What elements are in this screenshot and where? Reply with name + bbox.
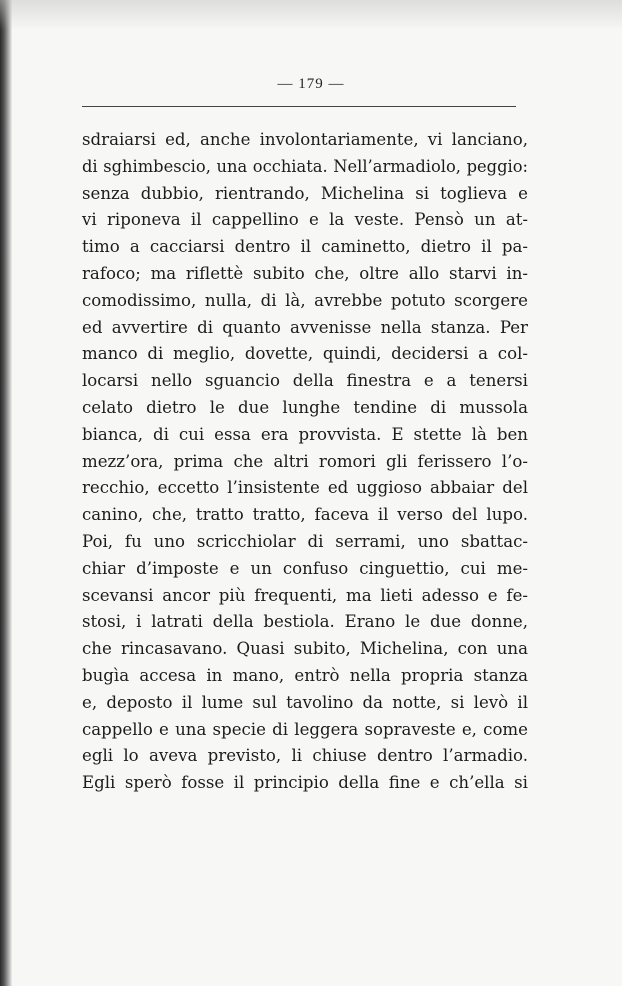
text-line: senza dubbio, rientrando, Michelina si toglieva e bbox=[82, 183, 528, 203]
text-line: egli lo aveva previsto, li chiuse dentro l’armadio. bbox=[82, 746, 528, 766]
text-line: mezz’ora, prima che altri romori gli ferissero l’o- bbox=[82, 451, 528, 471]
text-line: scevansi ancor più frequenti, ma lieti adesso e fe- bbox=[82, 585, 528, 605]
page-top-shade bbox=[0, 0, 622, 30]
body-text bbox=[82, 127, 528, 797]
text-line: celato dietro le due lunghe tendine di mussola bbox=[82, 397, 528, 417]
text-line: rafoco; ma riflettè subito che, oltre allo starvi in- bbox=[82, 263, 528, 283]
page-spine-shadow bbox=[0, 0, 12, 986]
text-line: e, deposto il lume sul tavolino da notte, si levò il bbox=[82, 692, 528, 712]
text-line: chiar d’imposte e un confuso cinguettio, cui me- bbox=[82, 558, 528, 578]
text-line: comodissimo, nulla, di là, avrebbe potuto scorgere bbox=[82, 290, 528, 310]
text-line: Egli sperò fosse il principio della fine e ch’ella si bbox=[82, 773, 528, 793]
header-rule bbox=[82, 106, 516, 107]
page-number: — 179 — bbox=[277, 76, 345, 92]
text-line: bianca, di cui essa era provvista. E stette là ben bbox=[82, 424, 528, 444]
text-line: Poi, fu uno scricchiolar di serrami, uno sbattac- bbox=[82, 531, 528, 551]
text-line: sdraiarsi ed, anche involontariamente, vi lanciano, bbox=[82, 130, 528, 149]
text-line: bugìa accesa in mano, entrò nella propria stanza bbox=[82, 665, 528, 685]
text-line: locarsi nello sguancio della finestra e a tenersi bbox=[82, 371, 528, 391]
text-line: ed avvertire di quanto avvenisse nella stanza. Per bbox=[82, 317, 528, 337]
text-line: che rincasavano. Quasi subito, Michelina, con una bbox=[82, 639, 528, 659]
text-line: stosi, i latrati della bestiola. Erano le due donne, bbox=[82, 612, 528, 632]
text-line: canino, che, tratto tratto, faceva il verso del lupo. bbox=[82, 505, 528, 525]
text-line: timo a cacciarsi dentro il caminetto, dietro il pa- bbox=[82, 237, 528, 257]
text-line: vi riponeva il cappellino e la veste. Pensò un at- bbox=[82, 210, 528, 230]
text-line: recchio, eccetto l’insistente ed uggioso abbaiar del bbox=[82, 478, 528, 498]
text-line: di sghimbescio, una occhiata. Nell’armadiolo, peggio: bbox=[82, 156, 528, 176]
text-line: manco di meglio, dovette, quindi, decidersi a col- bbox=[82, 344, 528, 364]
text-line: cappello e una specie di leggera sopraveste e, come bbox=[82, 719, 528, 739]
